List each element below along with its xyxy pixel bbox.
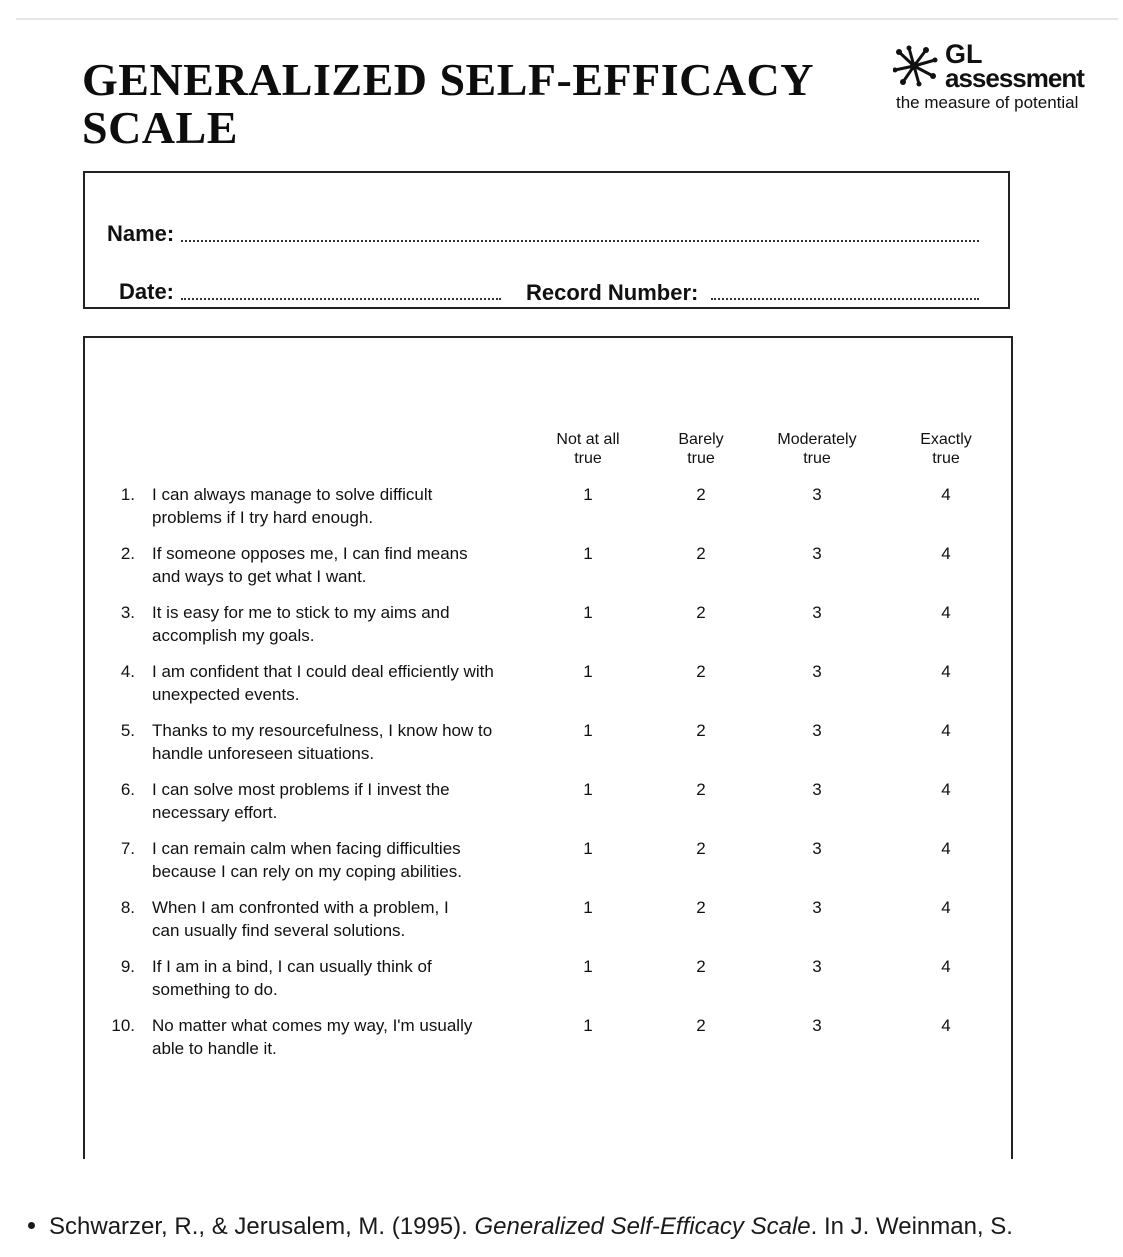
score-option-2[interactable]: 2: [696, 898, 706, 917]
name-label: Name:: [107, 221, 175, 246]
logo-wordmark-assessment: assessment: [945, 63, 1084, 93]
logo-tagline: the measure of potential: [896, 93, 1079, 112]
item-statement: If I am in a bind, I can usually think of something to do.: [152, 957, 432, 999]
list-item: [85, 837, 1015, 889]
score-option-1[interactable]: 1: [583, 1016, 593, 1035]
score-option-3[interactable]: 3: [812, 898, 822, 917]
list-item: [85, 778, 1015, 830]
score-option-4[interactable]: 4: [941, 898, 951, 917]
list-item: [85, 660, 1015, 712]
list-item: [85, 955, 1015, 1007]
citation-remainder: . In J. Weinman, S.: [810, 1213, 1013, 1240]
score-option-2[interactable]: 2: [696, 544, 706, 563]
questionnaire-box: [83, 336, 1013, 1159]
score-option-4[interactable]: 4: [941, 662, 951, 681]
score-option-1[interactable]: 1: [583, 721, 593, 740]
score-option-4[interactable]: 4: [941, 780, 951, 799]
score-option-1[interactable]: 1: [583, 957, 593, 976]
score-option-3[interactable]: 3: [812, 780, 822, 799]
gl-assessment-logo: [893, 40, 1108, 120]
item-statement: I am confident that I could deal efficiently with unexpected events.: [152, 662, 494, 704]
citation-list-item: [28, 1211, 1013, 1243]
score-option-3[interactable]: 3: [812, 721, 822, 740]
column-header-moderately-true: Moderately true: [777, 431, 857, 467]
respondent-info-box: [83, 171, 1010, 309]
logo-wordmark-gl: GL: [945, 39, 983, 69]
date-field[interactable]: [181, 298, 501, 300]
score-option-4[interactable]: 4: [941, 544, 951, 563]
item-number: 3.: [120, 603, 135, 622]
score-option-1[interactable]: 1: [583, 603, 593, 622]
score-option-2[interactable]: 2: [696, 780, 706, 799]
starburst-icon: [893, 44, 939, 88]
score-option-1[interactable]: 1: [583, 898, 593, 917]
bullet-icon: [28, 1222, 35, 1229]
score-option-3[interactable]: 3: [812, 485, 822, 504]
score-option-3[interactable]: 3: [812, 957, 822, 976]
column-header-not-at-all-true: Not at all true: [556, 431, 620, 467]
score-option-4[interactable]: 4: [941, 721, 951, 740]
list-item: [85, 542, 1015, 594]
score-option-3[interactable]: 3: [812, 1016, 822, 1035]
score-option-3[interactable]: 3: [812, 603, 822, 622]
score-option-2[interactable]: 2: [696, 1016, 706, 1035]
item-number: 10.: [111, 1016, 135, 1035]
score-option-3[interactable]: 3: [812, 544, 822, 563]
score-option-4[interactable]: 4: [941, 603, 951, 622]
list-item: [85, 719, 1015, 771]
name-field[interactable]: [181, 240, 979, 242]
citation-work-title: Generalized Self-Efficacy Scale: [474, 1213, 811, 1240]
list-item: [85, 1014, 1015, 1066]
list-item: [85, 601, 1015, 653]
list-item: [85, 896, 1015, 948]
record-number-field[interactable]: [711, 298, 979, 300]
item-statement: Thanks to my resourcefulness, I know how to handle unforeseen situations.: [152, 721, 493, 763]
score-option-1[interactable]: 1: [583, 485, 593, 504]
item-statement: When I am confronted with a problem, I can usually find several solutions.: [152, 898, 449, 940]
column-header-exactly-true: Exactly true: [920, 431, 972, 467]
item-statement: I can solve most problems if I invest the necessary effort.: [152, 780, 450, 822]
score-option-1[interactable]: 1: [583, 839, 593, 858]
score-option-1[interactable]: 1: [583, 544, 593, 563]
score-option-1[interactable]: 1: [583, 780, 593, 799]
title-line-2: SCALE: [82, 102, 238, 153]
item-number: 1.: [120, 485, 135, 504]
top-divider: [16, 18, 1118, 20]
item-statement: It is easy for me to stick to my aims and accomplish my goals.: [152, 603, 450, 645]
score-option-3[interactable]: 3: [812, 839, 822, 858]
score-option-2[interactable]: 2: [696, 839, 706, 858]
score-option-2[interactable]: 2: [696, 603, 706, 622]
item-number: 9.: [120, 957, 135, 976]
column-header-barely-true: Barely true: [678, 431, 724, 467]
score-option-4[interactable]: 4: [941, 957, 951, 976]
score-option-2[interactable]: 2: [696, 721, 706, 740]
score-option-2[interactable]: 2: [696, 662, 706, 681]
item-statement: No matter what comes my way, I'm usually able to handle it.: [152, 1016, 473, 1058]
score-option-1[interactable]: 1: [583, 662, 593, 681]
score-option-3[interactable]: 3: [812, 662, 822, 681]
item-number: 7.: [120, 839, 135, 858]
item-statement: I can remain calm when facing difficulties because I can rely on my coping abilities.: [152, 839, 462, 881]
item-statement: If someone opposes me, I can find means and ways to get what I want.: [152, 544, 468, 586]
item-number: 6.: [120, 780, 135, 799]
item-number: 2.: [120, 544, 135, 563]
record-number-label: Record Number:: [526, 280, 699, 305]
page-title: [82, 56, 814, 152]
item-number: 4.: [120, 662, 135, 681]
list-item: [85, 483, 1015, 535]
citation-authors: Schwarzer, R., & Jerusalem, M. (1995).: [49, 1213, 475, 1240]
score-option-4[interactable]: 4: [941, 839, 951, 858]
score-option-4[interactable]: 4: [941, 1016, 951, 1035]
title-line-1: GENERALIZED SELF-EFFICACY: [82, 54, 814, 105]
item-number: 5.: [120, 721, 135, 740]
score-option-4[interactable]: 4: [941, 485, 951, 504]
item-number: 8.: [120, 898, 135, 917]
item-statement: I can always manage to solve difficult problems if I try hard enough.: [152, 485, 433, 527]
date-label: Date:: [119, 279, 175, 304]
score-option-2[interactable]: 2: [696, 957, 706, 976]
score-option-2[interactable]: 2: [696, 485, 706, 504]
